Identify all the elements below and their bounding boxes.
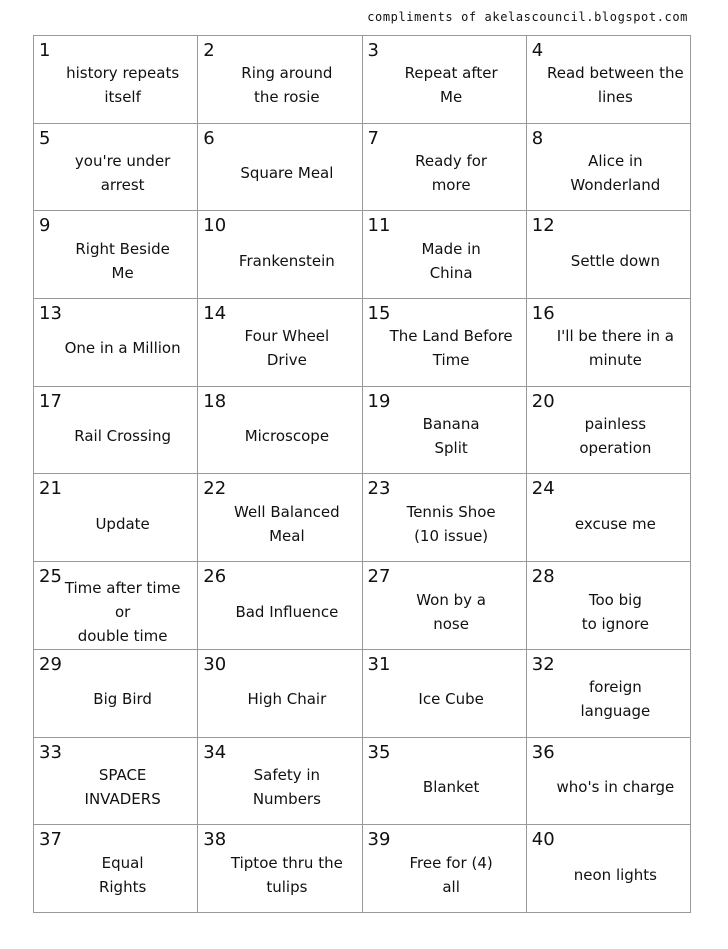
puzzle-cell (198, 36, 362, 124)
cell-phrase: Banana Split (422, 415, 480, 458)
puzzle-cell (198, 474, 362, 562)
cell-number: 8 (531, 127, 544, 149)
cell-phrase: I'll be there in a minute (556, 327, 674, 370)
cell-phrase: Blanket (422, 777, 480, 796)
cell-phrase: Microscope (244, 427, 330, 446)
cell-number: 7 (367, 127, 379, 149)
cell-number: 25 (39, 566, 62, 588)
puzzle-cell (363, 825, 527, 913)
cell-number: 26 (203, 566, 227, 588)
cell-phrase: who's in charge (556, 777, 675, 796)
cell-phrase: Right Beside Me (75, 239, 170, 282)
cell-phrase: Tiptoe thru the tulips (230, 853, 343, 896)
cell-number: 30 (203, 653, 227, 675)
cell-number: 1 (39, 40, 51, 61)
cell-phrase: SPACE INVADERS (84, 765, 161, 808)
cell-number: 17 (39, 390, 62, 412)
puzzle-cell (363, 562, 527, 650)
cell-number: 37 (39, 829, 62, 851)
puzzle-cell (527, 387, 691, 475)
cell-phrase: High Chair (247, 690, 327, 709)
cell-phrase: history repeats itself (66, 64, 180, 107)
cell-phrase: Ready for more (415, 152, 488, 195)
puzzle-cell (527, 738, 691, 826)
cell-phrase: One in a Million (64, 339, 181, 358)
puzzle-cell (34, 825, 198, 913)
puzzle-cell (34, 36, 198, 124)
cell-number: 19 (367, 390, 391, 412)
puzzle-cell (198, 124, 362, 212)
cell-number: 31 (367, 653, 391, 675)
cell-phrase: Read between the lines (547, 64, 684, 107)
puzzle-cell (527, 650, 691, 738)
cell-number: 18 (203, 390, 227, 412)
cell-number: 24 (531, 478, 555, 500)
puzzle-cell (34, 738, 198, 826)
puzzle-cell (34, 299, 198, 387)
puzzle-cell (527, 124, 691, 212)
cell-number: 27 (367, 566, 391, 588)
cell-number: 3 (367, 40, 379, 61)
cell-phrase: foreign language (580, 678, 651, 721)
cell-number: 32 (531, 653, 555, 675)
cell-number: 33 (39, 741, 62, 763)
puzzle-cell (527, 211, 691, 299)
puzzle-cell (34, 124, 198, 212)
cell-number: 40 (531, 829, 555, 851)
puzzle-cell (34, 211, 198, 299)
cell-phrase: Well Balanced Meal (234, 502, 340, 545)
cell-phrase: Square Meal (240, 164, 334, 183)
cell-phrase: Alice in Wonderland (570, 152, 661, 195)
cell-phrase: Free for (4) all (409, 853, 493, 896)
cell-number: 34 (203, 741, 227, 763)
cell-phrase: Frankenstein (238, 251, 335, 270)
cell-phrase: Made in China (421, 239, 481, 282)
cell-phrase: you're under arrest (74, 152, 171, 195)
cell-phrase: excuse me (574, 514, 656, 533)
cell-number: 5 (39, 127, 51, 149)
cell-number: 6 (203, 127, 215, 149)
cell-phrase: Tennis Shoe (10 issue) (406, 502, 496, 545)
cell-number: 11 (367, 215, 391, 237)
puzzle-cell (363, 387, 527, 475)
puzzle-cell (363, 650, 527, 738)
cell-phrase: Bad Influence (235, 602, 339, 621)
cell-number: 36 (531, 741, 555, 763)
puzzle-cell (363, 299, 527, 387)
puzzle-cell (198, 387, 362, 475)
cell-phrase: Rail Crossing (74, 427, 171, 446)
cell-phrase: Won by a nose (416, 590, 486, 633)
puzzle-cell (527, 825, 691, 913)
puzzle-cell (198, 562, 362, 650)
cell-phrase: Settle down (570, 251, 660, 270)
cell-number: 21 (39, 478, 62, 500)
puzzle-cell (198, 825, 362, 913)
cell-phrase: Update (95, 514, 150, 533)
cell-phrase: Big Bird (93, 690, 152, 709)
cell-number: 28 (531, 566, 555, 588)
cell-phrase: Equal Rights (98, 853, 147, 896)
cell-number: 22 (203, 478, 227, 500)
credit-line: compliments of akelascouncil.blogspot.com (367, 10, 688, 24)
cell-number: 29 (39, 653, 62, 675)
cell-number: 35 (367, 741, 391, 763)
puzzle-cell (527, 562, 691, 650)
puzzle-cell (198, 299, 362, 387)
cell-number: 16 (531, 303, 555, 325)
cell-phrase: Ice Cube (418, 690, 484, 709)
puzzle-grid (33, 35, 691, 913)
puzzle-cell (363, 738, 527, 826)
cell-number: 20 (531, 390, 555, 412)
puzzle-cell (527, 36, 691, 124)
puzzle-cell (34, 650, 198, 738)
puzzle-cell (198, 211, 362, 299)
puzzle-cell (34, 474, 198, 562)
puzzle-cell (34, 387, 198, 475)
cell-phrase: Too big to ignore (581, 590, 649, 633)
cell-number: 23 (367, 478, 391, 500)
cell-number: 12 (531, 215, 555, 237)
puzzle-cell (198, 650, 362, 738)
cell-phrase: Time after time or double time (64, 578, 181, 645)
puzzle-cell (34, 562, 198, 650)
cell-phrase: The Land Before Time (389, 327, 513, 370)
cell-number: 15 (367, 303, 391, 325)
puzzle-cell (198, 738, 362, 826)
cell-number: 9 (39, 215, 51, 237)
cell-number: 13 (39, 303, 62, 325)
puzzle-cell (527, 299, 691, 387)
cell-phrase: Ring around the rosie (241, 64, 333, 107)
cell-phrase: Safety in Numbers (252, 765, 321, 808)
puzzle-cell (527, 474, 691, 562)
puzzle-cell (363, 124, 527, 212)
cell-number: 39 (367, 829, 391, 851)
puzzle-cell (363, 211, 527, 299)
cell-phrase: Four Wheel Drive (244, 327, 330, 370)
puzzle-cell (363, 474, 527, 562)
cell-number: 4 (531, 40, 544, 61)
cell-phrase: neon lights (573, 865, 657, 884)
puzzle-cell (363, 36, 527, 124)
cell-phrase: painless operation (579, 415, 652, 458)
cell-number: 2 (203, 40, 215, 61)
cell-phrase: Repeat after Me (404, 64, 498, 107)
cell-number: 10 (203, 215, 227, 237)
cell-number: 38 (203, 829, 227, 851)
cell-number: 14 (203, 303, 227, 325)
